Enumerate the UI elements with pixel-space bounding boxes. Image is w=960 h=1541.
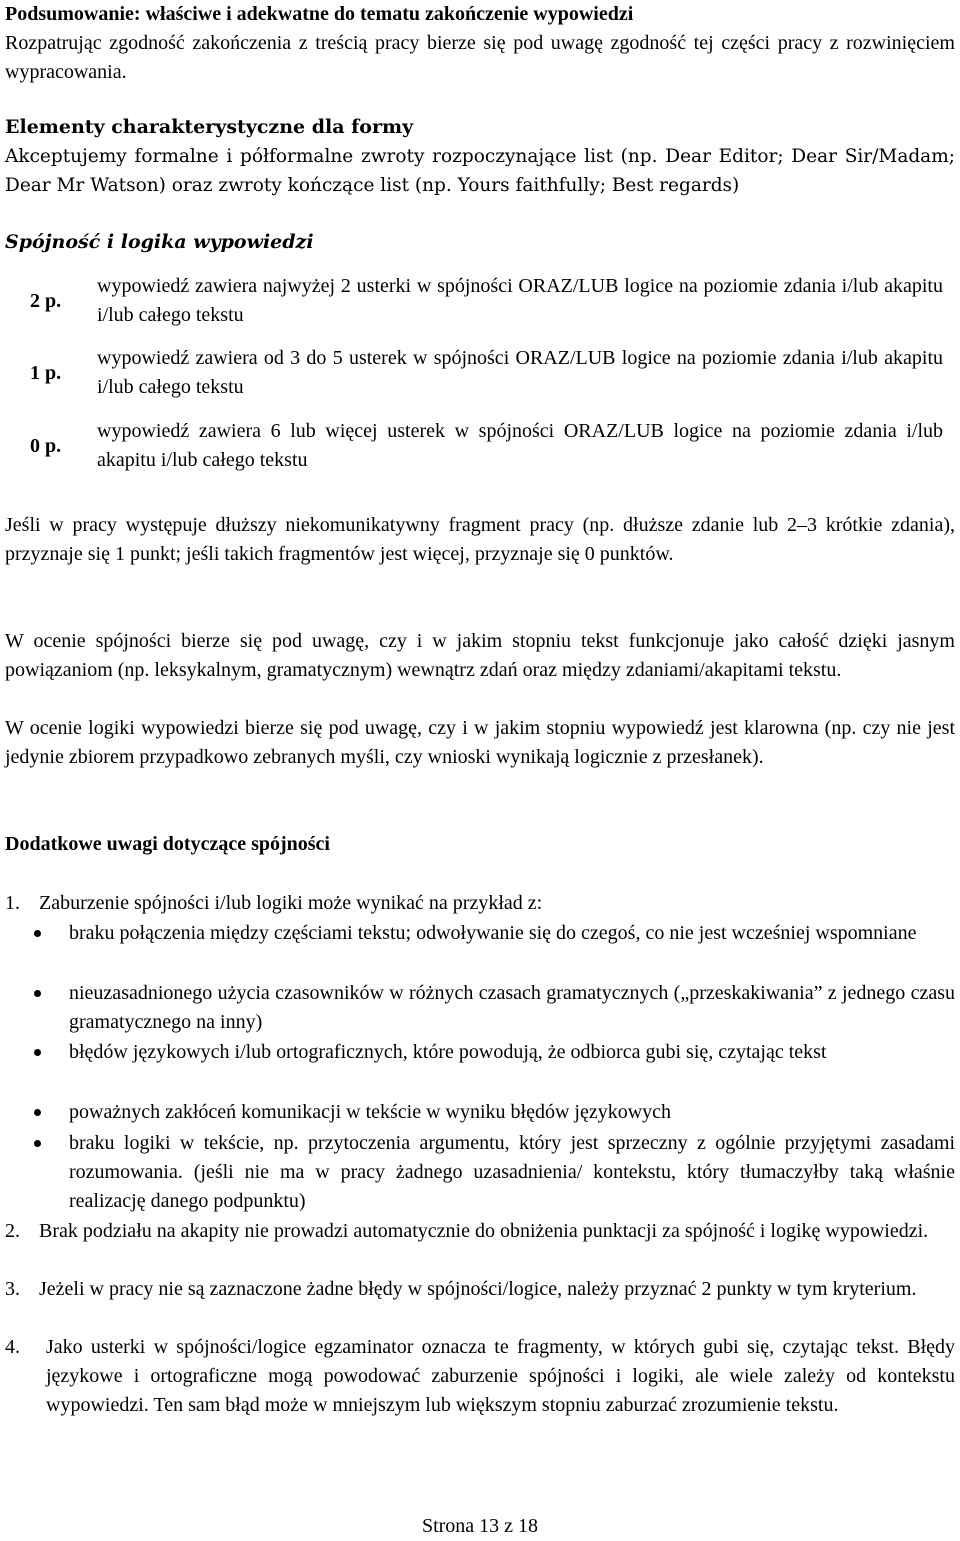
score-points: 2 p. <box>30 290 62 312</box>
bullet-icon <box>34 1049 41 1056</box>
score-description: wypowiedź zawiera od 3 do 5 usterek w spójności ORAZ/LUB logice na poziomie zdania i/lub akapitu i/lub całego tekstu <box>97 347 943 398</box>
bullet-text: nieuzasadnionego użycia czasowników w różnych czasach gramatycznych („przeskakiwania” z jednego czasu gramatycznego na inny) <box>69 982 955 1033</box>
bullet-text: braku logiki w tekście, np. przytoczenia argumentu, który jest sprzeczny z ogólnie przyjętymi zasadami rozumowania. (jeśli nie ma w pracy żadnego uzasadnienia/ kontekstu, który tłumaczyłby taką właśnie realizację danego podpunktu) <box>69 1132 955 1212</box>
form-heading: Elementy charakterystyczne dla formy <box>5 116 414 138</box>
item-number: 2. <box>5 1220 20 1242</box>
score-description: wypowiedź zawiera najwyżej 2 usterki w spójności ORAZ/LUB logice na poziomie zdania i/lub akapitu i/lub całego tekstu <box>97 275 943 326</box>
item-text: Jeżeli w pracy nie są zaznaczone żadne błędy w spójności/logice, należy przyznać 2 punkty w tym kryterium. <box>39 1278 917 1300</box>
notes-heading: Dodatkowe uwagi dotyczące spójności <box>5 833 330 855</box>
item-number: 1. <box>5 892 20 914</box>
item-text: Zaburzenie spójności i/lub logiki może wynikać na przykład z: <box>39 892 543 914</box>
summary-heading: Podsumowanie: właściwe i adekwatne do tematu zakończenie wypowiedzi <box>5 3 634 25</box>
item-number: 3. <box>5 1278 20 1300</box>
summary-text: Rozpatrując zgodność zakończenia z treścią pracy bierze się pod uwagę zgodność tej części pracy z rozwinięciem wypracowania. <box>5 32 955 83</box>
logic-paragraph: W ocenie logiki wypowiedzi bierze się pod uwagę, czy i w jakim stopniu wypowiedź jest klarowna (np. czy nie jest jedynie zbiorem przypadkowo zebranych myśli, czy wnioski wynikają logicznie z przesłanek). <box>5 717 955 768</box>
form-text: Akceptujemy formalne i półformalne zwroty rozpoczynające list (np. Dear Editor; Dear Sir/Madam; Dear Mr Watson) oraz zwroty kończące list (np. Yours faithfully; Best regards) <box>5 146 955 196</box>
bullet-icon <box>34 990 41 997</box>
bullet-icon <box>34 930 41 937</box>
page-number: Strona 13 z 18 <box>421 1515 539 1537</box>
score-points: 0 p. <box>30 435 62 457</box>
item-text: Brak podziału na akapity nie prowadzi automatycznie do obniżenia punktacji za spójność i logikę wypowiedzi. <box>39 1220 929 1242</box>
coherence-paragraph: Jeśli w pracy występuje dłuższy niekomunikatywny fragment pracy (np. dłuższe zdanie lub 2–3 krótkie zdania), przyznaje się 1 punkt; jeśli takich fragmentów jest więcej, przyznaje się 0 punktów. <box>5 514 955 565</box>
score-points: 1 p. <box>30 362 62 384</box>
bullet-text: braku połączenia między częściami tekstu; odwoływanie się do czegoś, co nie jest wcześniej wspomniane <box>69 922 917 944</box>
item-text: Jako usterki w spójności/logice egzaminator oznacza te fragmenty, w których gubi się, czytając tekst. Błędy językowe i ortograficzne mogą powodować zaburzenie spójności i logiki, ale wiele zależy od kontekstu wypowiedzi. Ten sam błąd może w mniejszym lub większym stopniu zaburzać zrozumienie tekstu. <box>46 1336 955 1416</box>
item-number: 4. <box>5 1336 20 1358</box>
coherence-heading: Spójność i logika wypowiedzi <box>5 231 314 253</box>
score-row <box>5 417 955 477</box>
bullet-text: poważnych zakłóceń komunikacji w tekście w wyniku błędów językowych <box>69 1101 672 1123</box>
bullet-icon <box>34 1109 41 1116</box>
score-description: wypowiedź zawiera 6 lub więcej usterek w spójności ORAZ/LUB logice na poziomie zdania i/lub akapitu i/lub całego tekstu <box>97 420 943 471</box>
score-row <box>5 344 955 404</box>
bullet-text: błędów językowych i/lub ortograficznych, które powodują, że odbiorca gubi się, czytając tekst <box>69 1041 827 1063</box>
score-row <box>5 272 955 332</box>
bullet-icon <box>34 1140 41 1147</box>
coherence-paragraph: W ocenie spójności bierze się pod uwagę, czy i w jakim stopniu tekst funkcjonuje jako całość dzięki jasnym powiązaniom (np. leksykalnym, gramatycznym) wewnątrz zdań oraz między zdaniami/akapitami tekstu. <box>5 630 955 681</box>
